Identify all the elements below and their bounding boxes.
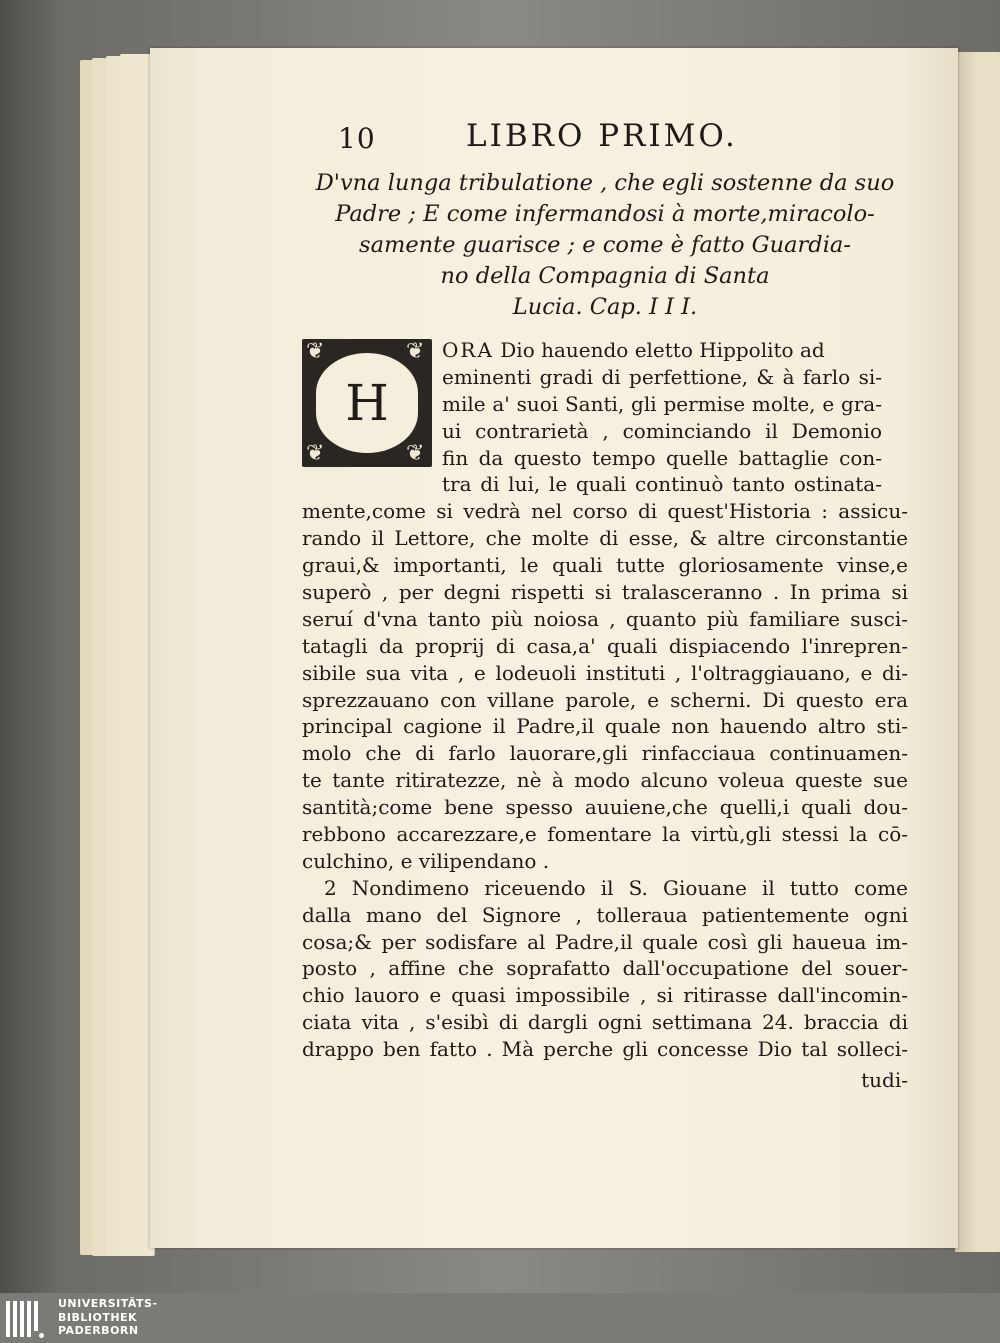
text-line: tra di lui, le quali continuò tanto ostinata- [442, 472, 882, 497]
text-line: santità;come bene spesso auuiene,che quelli,i quali dou- [302, 795, 908, 820]
text-line: 2 Nondimeno riceuendo il S. Giouane il tutto come [324, 875, 908, 900]
text-line: fin da questo tempo quelle battaglie con- [442, 445, 882, 470]
text-line: ui contrarietà , cominciando il Demonio [442, 418, 882, 443]
book-title: LIBRO PRIMO. [466, 118, 738, 154]
ornament-icon: ❦ [406, 441, 425, 466]
chapter-title-line: no della Compagnia di Santa [440, 263, 770, 289]
text-line: superò , per degni rispetti si tralasceranno . In prima si [302, 580, 908, 605]
text-line: te tante ritiratezze, nè à modo alcuno voleua queste sue [302, 768, 908, 793]
page-number: 10 [338, 122, 376, 155]
facing-page [955, 52, 1000, 1252]
text-line: molo che di farlo lauorare,gli rinfacciaua continuamen- [302, 741, 908, 766]
text-line: mente,come si vedrà nel corso di quest'Historia : assicu- [302, 499, 908, 524]
initial-letter: H [345, 374, 389, 432]
text-line: seruí d'vna tanto più noiosa , quanto più familiare susci- [302, 606, 908, 631]
chapter-title [302, 168, 908, 323]
text-line: graui,& importanti, le quali tutte gloriosamente vinse,e [302, 553, 908, 578]
text-line: cosa;& per sodisfare al Padre,il quale così gli haueua im- [302, 929, 908, 954]
library-bars-logo [6, 1297, 46, 1339]
library-name: UNIVERSITÄTS- BIBLIOTHEK PADERBORN [58, 1297, 158, 1337]
catchword: tudi- [861, 1068, 908, 1093]
text-line: sprezzauano con villane parole, e scherni. Di questo era [302, 687, 908, 712]
text-line: ciata vita , s'esibì di dargli ogni settimana 24. braccia di [302, 1010, 908, 1035]
running-head [302, 114, 908, 164]
chapter-title-line: D'vna lunga tribulatione , che egli sostenne da suo [315, 170, 895, 196]
ornament-icon: ❦ [406, 339, 425, 364]
initial-frame [316, 353, 418, 453]
text-line: dalla mano del Signore , tolleraua patientemente ogni [302, 902, 908, 927]
ornament-icon: ❦ [306, 339, 325, 364]
text-line: sibile sua vita , e lodeuoli instituti , l'oltraggiauano, e di- [302, 660, 908, 685]
text-line: tatagli da proprij di casa,a' quali dispiacendo l'inrepren- [302, 633, 908, 658]
text-line: chio lauoro e quasi impossibile , si ritirasse dall'incomin- [302, 983, 908, 1008]
text-line: ORA Dio hauendo eletto Hippolito ad [442, 338, 825, 362]
text-line: culchino, e vilipendano . [302, 848, 550, 873]
decorated-initial [302, 339, 432, 467]
text-line: eminenti gradi di perfettione, & à farlo si- [442, 364, 882, 389]
text-line: drappo ben fatto . Mà perche gli concesse Dio tal solleci- [302, 1037, 908, 1062]
body-text [302, 337, 908, 1094]
chapter-title-line: Padre ; E come infermandosi à morte,miracolo- [335, 201, 875, 227]
text-line: posto , affine che soprafatto dall'occupatione del souer- [302, 956, 908, 981]
book-page [150, 48, 958, 1248]
chapter-title-line: samente guarisce ; e come è fatto Guardia- [359, 232, 851, 258]
text-line: rando il Lettore, che molte di esse, & altre circonstantie [302, 526, 908, 551]
chapter-title-line: Lucia. Cap. I I I. [512, 294, 698, 320]
library-footer [0, 1293, 1000, 1343]
text-block [302, 114, 908, 1094]
text-line: mile a' suoi Santi, gli permise molte, e gra- [442, 391, 882, 416]
ornament-icon: ❦ [306, 441, 325, 466]
first-word: ORA [442, 338, 494, 362]
text-line: rebbono accarezzare,e fomentare la virtù,gli stessi la cō- [302, 822, 908, 847]
text-line: principal cagione il Padre,il quale non hauendo altro sti- [302, 714, 908, 739]
